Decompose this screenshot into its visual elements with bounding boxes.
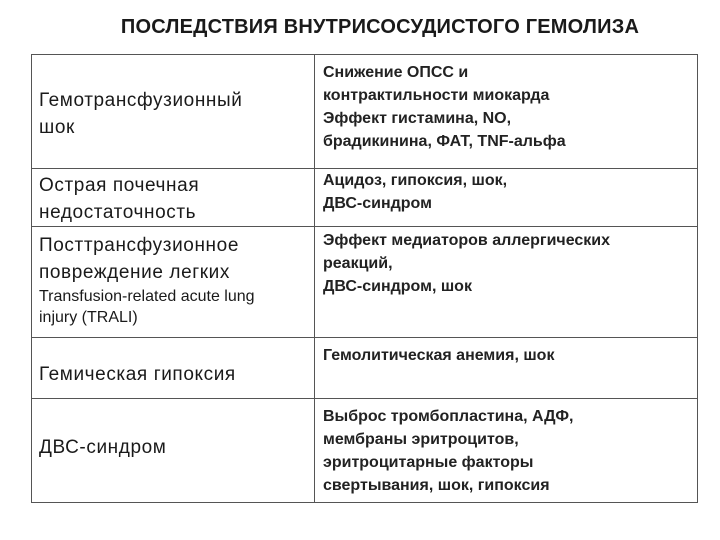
table-row — [32, 338, 698, 399]
table-row — [32, 55, 698, 169]
effects-text: Гемолитическая анемия, шок — [323, 347, 555, 364]
consequence-label: Острая почечная недостаточность — [39, 175, 200, 223]
consequence-label: ДВС-синдром — [39, 437, 167, 458]
table-row — [32, 169, 698, 227]
consequence-subtitle: Transfusion-related acute lung injury (TRALI) — [39, 288, 255, 326]
consequence-label: Посттрансфузионное повреждение легких — [39, 235, 239, 283]
effects-text: Снижение ОПСС и контрактильности миокарда Эффект гистамина, NO, брадикинина, ФАТ, TNF-альфа — [323, 64, 566, 150]
table-row — [32, 399, 698, 503]
effects-text: Ацидоз, гипоксия, шок, ДВС-синдром — [323, 172, 508, 212]
consequence-cell — [32, 55, 315, 169]
consequence-cell — [32, 399, 315, 503]
consequence-cell — [32, 338, 315, 399]
table-row — [32, 227, 698, 338]
page-title: ПОСЛЕДСТВИЯ ВНУТРИСОСУДИСТОГО ГЕМОЛИЗА — [120, 16, 640, 38]
effects-cell — [315, 399, 698, 503]
consequence-label: Гемотрансфузионный шок — [39, 90, 243, 138]
consequence-label: Гемическая гипоксия — [39, 364, 236, 385]
effects-cell — [315, 169, 698, 227]
effects-cell — [315, 227, 698, 338]
effects-cell — [315, 338, 698, 399]
hemolysis-consequences-table — [31, 54, 698, 503]
consequence-cell — [32, 227, 315, 338]
effects-text: Эффект медиаторов аллергических реакций, ДВС-синдром, шок — [323, 232, 611, 295]
consequence-cell — [32, 169, 315, 227]
effects-cell — [315, 55, 698, 169]
effects-text: Выброс тромбопластина, АДФ, мембраны эритроцитов, эритроцитарные факторы свертывания, шок, гипоксия — [323, 408, 574, 494]
